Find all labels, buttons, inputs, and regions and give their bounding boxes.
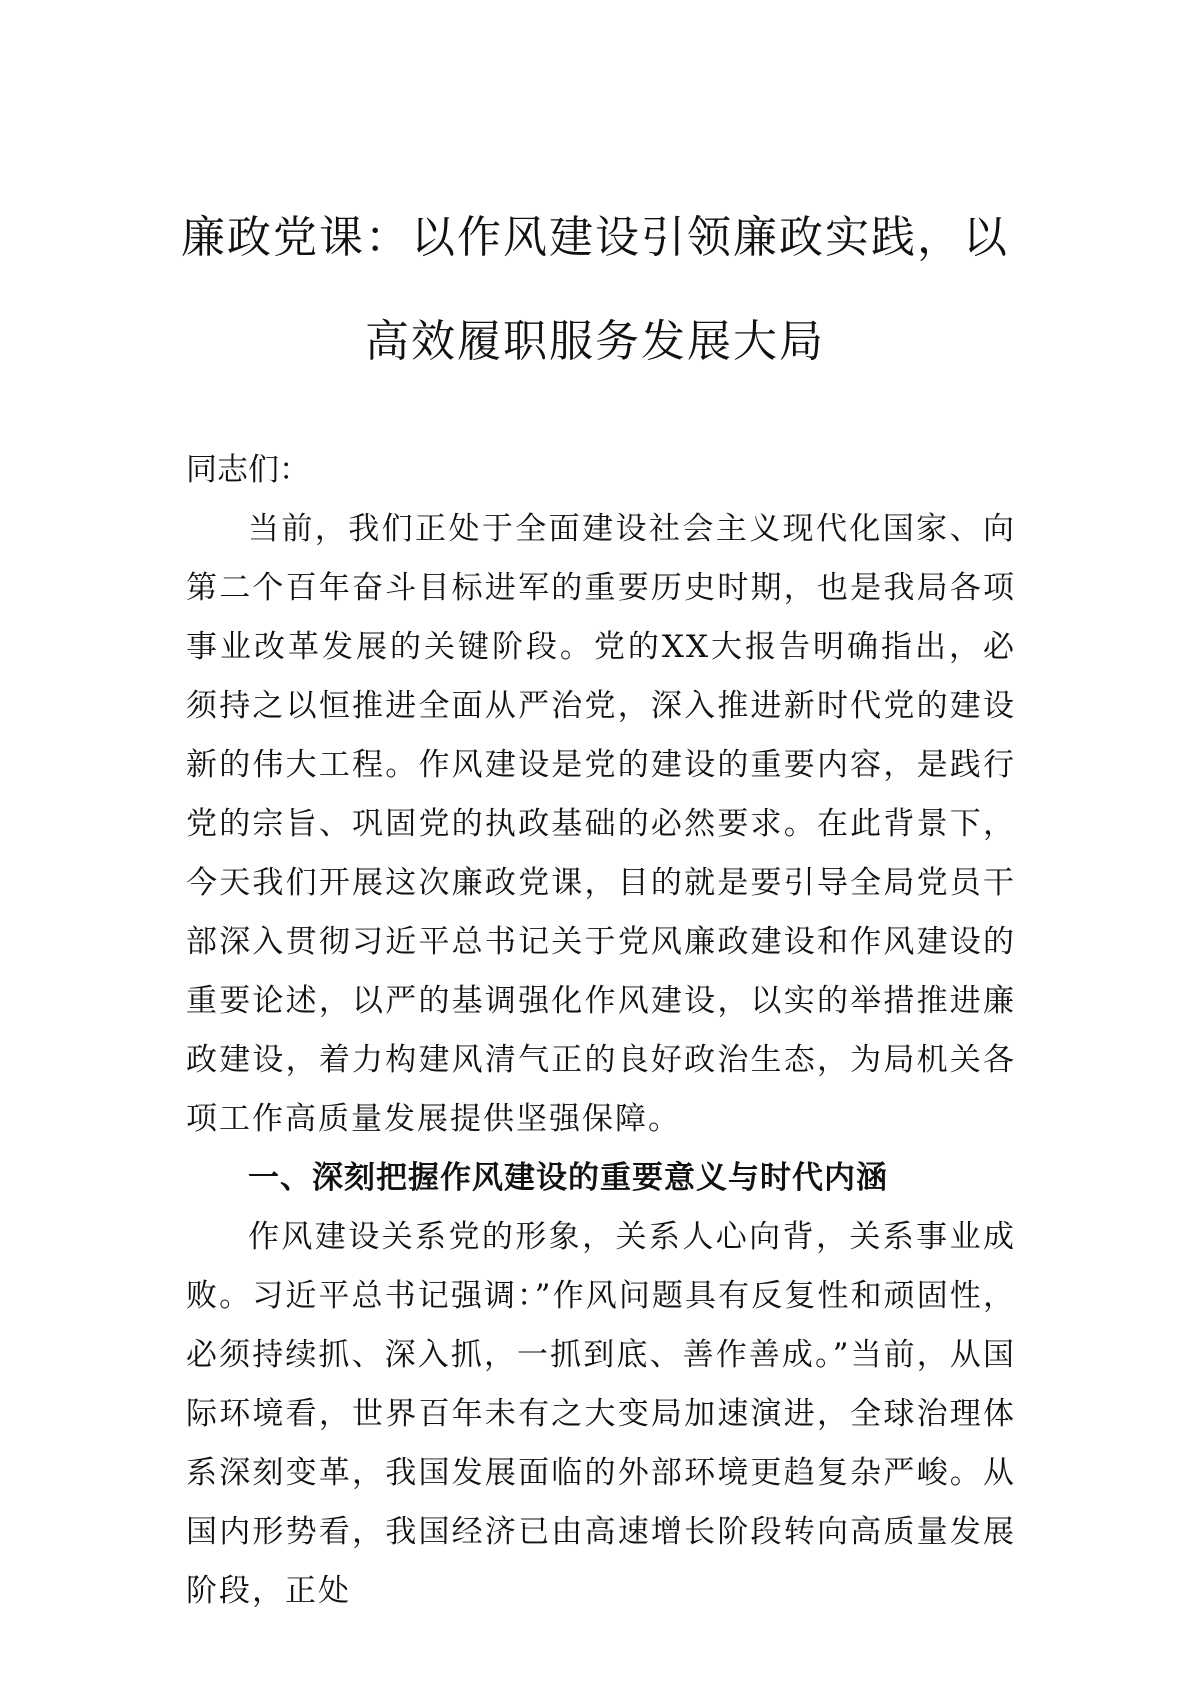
salutation: 同志们：: [186, 452, 310, 488]
document-body: [186, 441, 1016, 1621]
intro-paragraph: 当前，我们正处于全面建设社会主义现代化国家、向第二个百年奋斗目标进军的重要历史时期，也是我局各项事业改革发展的关键阶段。党的XX大报告明确指出，必须持之以恒推进全面从严治党，深入推进新时代党的建设新的伟大工程。作风建设是党的建设的重要内容，是践行党的宗旨、巩固党的执政基础的必然要求。在此背景下，今天我们开展这次廉政党课，目的就是要引导全局党员干部深入贯彻习近平总书记关于党风廉政建设和作风建设的重要论述，以严的基调强化作风建设，以实的举措推进廉政建设，着力构建风清气正的良好政治生态，为局机关各项工作高质量发展提供坚强保障。: [186, 511, 1016, 1137]
section-heading-1: 一、深刻把握作风建设的重要意义与时代内涵: [248, 1160, 888, 1196]
section-1-paragraph: 作风建设关系党的形象，关系人心向背，关系事业成败。习近平总书记强调：”作风问题具有反复性和顽固性，必须持续抓、深入抓，一抓到底、善作善成。”当前，从国际环境看，世界百年未有之大变局加速演进，全球治理体系深刻变革，我国发展面临的外部环境更趋复杂严峻。从国内形势看，我国经济已由高速增长阶段转向高质量发展阶段，正处: [186, 1219, 1016, 1609]
document-title: 廉政党课：以作风建设引领廉政实践，以高效履职服务发展大局: [181, 212, 1009, 367]
